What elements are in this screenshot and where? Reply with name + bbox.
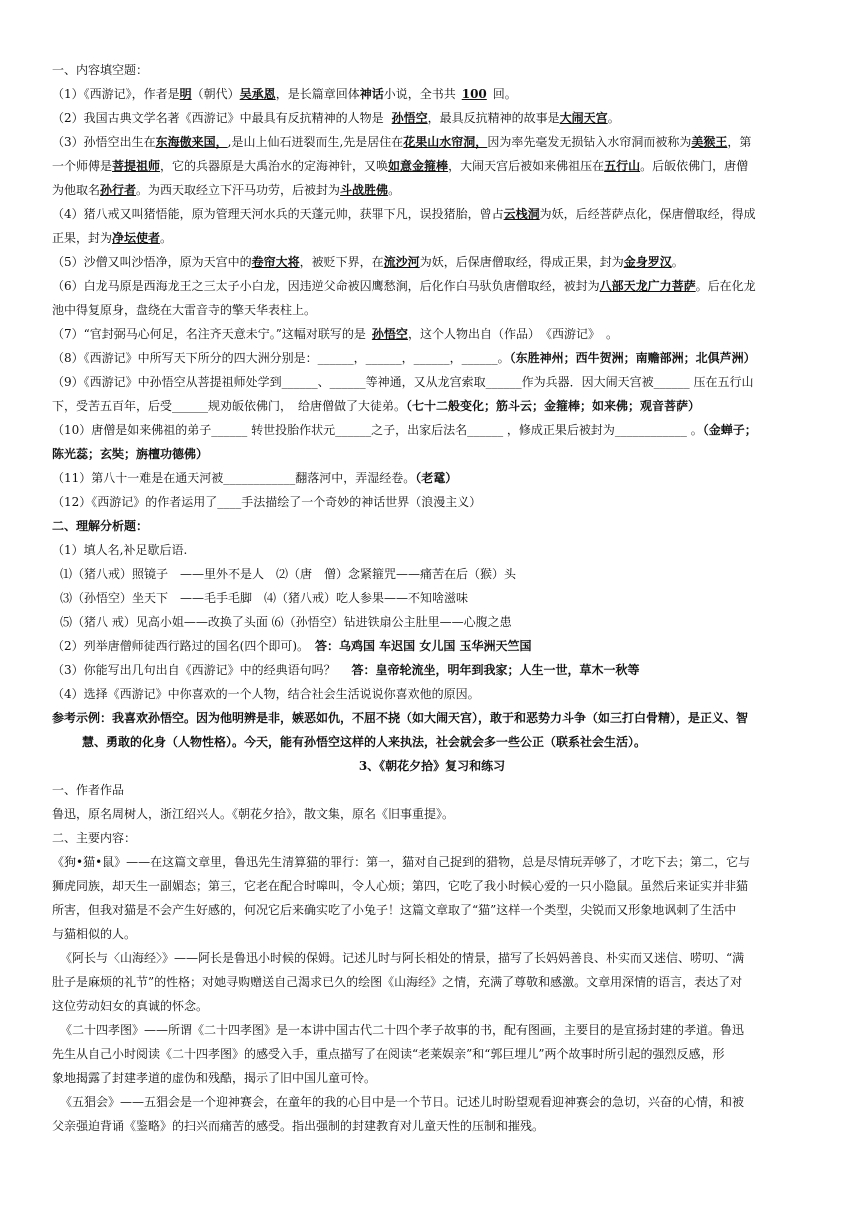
- paragraph-line: 鲁迅，原名周树人，浙江绍兴人。《朝花夕拾》，散文集，原名《旧事重提》。: [52, 807, 455, 821]
- question-line: （9）《西游记》中孙悟空从菩提祖师处学到______、______等神通，又从龙宫索取______作为兵器．因大闹天宫被______ 压在五行山: [52, 375, 754, 389]
- answer-line: 陈光蕊；玄奘；旃檀功德佛）: [52, 447, 209, 461]
- question-line: （6）白龙马原是西海龙王之三太子小白龙，因违逆父命被囚鹰愁涧，后化作白马驮负唐僧取经，被封为八部天龙广力菩萨。后在化龙: [52, 279, 756, 293]
- question-line: 池中得复原身，盘绕在大雷音寺的擎天华表柱上。: [52, 303, 317, 317]
- section-heading: 二、主要内容：: [52, 831, 137, 845]
- question-line: （10）唐僧是如来佛祖的弟子______ 转世投胎作状元______之子，出家后法名______ ，修成正果后被封为____________ 。（金蝉子；: [52, 423, 757, 437]
- question-line: （3）孙悟空出生在东海傲来国，,是山上仙石迸裂而生,先是居住在花果山水帘洞，因为率先毫发无损钻入水帘洞而被称为美猴王，第: [52, 135, 752, 149]
- section-heading: 二、理解分析题：: [52, 519, 149, 533]
- paragraph-line: 《阿长与〈山海经〉》——阿长是鲁迅小时候的保姆。记述儿时与阿长相处的情景，描写了长妈妈善良、朴实而又迷信、唠叨、“满: [60, 951, 745, 965]
- paragraph-line: 狮虎同族，却天生一副媚态；第三，它老在配合时嗥叫，令人心烦；第四，它吃了我小时候心爱的一只小隐鼠。虽然后来证实并非猫: [52, 879, 749, 893]
- question-line: （1）《西游记》，作者是明（朝代）吴承恩，是长篇章回体神话小说，全书共 100 回。: [52, 87, 517, 101]
- paragraph-line: 父亲强迫背诵《鉴略》的扫兴而痛苦的感受。指出强制的封建教育对儿童天性的压制和摧残。: [52, 1119, 545, 1133]
- idiom-line: ⑸（猪八 戒）见高小姐——改换了头面 ⑹（孙悟空）钻进铁扇公主肚里——心腹之患: [60, 615, 512, 629]
- sample-answer: 参考示例：我喜欢孙悟空。因为他明辨是非，嫉恶如仇，不屈不挠（如大闹天宫），敢于和恶势力斗争（如三打白骨精），是正义、智: [52, 711, 749, 725]
- sample-answer: 慧、勇敢的化身（人物性格）。今天，能有孙悟空这样的人来执法，社会就会多一些公正（联系社会生活）。: [82, 735, 647, 749]
- paragraph-line: 象地揭露了封建孝道的虚伪和残酷，揭示了旧中国儿童可怜。: [52, 1071, 377, 1085]
- section-heading: 一、作者作品: [52, 783, 125, 797]
- idiom-line: ⑴（猪八戒）照镜子 ——里外不是人 ⑵（唐 僧）念紧箍咒——痛苦在后（猴）头: [60, 567, 517, 581]
- question-line: （12）《西游记》的作者运用了____手法描绘了一个奇妙的神话世界（浪漫主义）: [52, 495, 482, 509]
- question-line: （5）沙僧又叫沙悟净，原为天宫中的卷帘大将，被贬下界，在流沙河为妖，后保唐僧取经，得成正果，封为金身罗汉。: [52, 255, 684, 269]
- section-heading: 一、内容填空题：: [52, 63, 149, 77]
- paragraph-line: 《二十四孝图》——所谓《二十四孝图》是一本讲中国古代二十四个孝子故事的书，配有图画，主要目的是宣扬封建的孝道。鲁迅: [60, 1023, 745, 1037]
- paragraph-line: 所害，但我对猫是不会产生好感的，何况它后来确实吃了小兔子！这篇文章取了“猫”这样一个类型，尖锐而又形象地讽刺了生活中: [52, 903, 737, 917]
- question-line: （8）《西游记》中所写天下所分的四大洲分别是：______，______，______，______。（东胜神州；西牛贺洲；南赡部洲；北俱芦洲）: [52, 351, 756, 365]
- paragraph-line: 肚子是麻烦的礼节”的性格；对她寻购赠送自己渴求已久的绘图《山海经》之情，充满了尊敬和感激。文章用深情的语言，表达了对: [52, 975, 743, 989]
- paragraph-line: 《狗•猫•鼠》——在这篇文章里，鲁迅先生清算猫的罪行：第一，猫对自己捉到的猎物，总是尽情玩弄够了，才吃下去；第二，它与: [52, 855, 751, 869]
- paragraph-line: 先生从自己小时阅读《二十四孝图》的感受入手，重点描写了在阅读“老莱娱亲”和“郭巨埋儿”两个故事时所引起的强烈反感，形: [52, 1047, 725, 1061]
- paragraph-line: 与猫相似的人。: [52, 927, 137, 941]
- question-line: （4）选择《西游记》中你喜欢的一个人物，结合社会生活说说你喜欢他的原因。: [52, 687, 480, 701]
- question-line: （3）你能写出几句出自《西游记》中的经典语句吗？ 答：皇帝轮流坐，明年到我家；人生一世，草木一秋等: [52, 663, 640, 677]
- question-line: 一个师傅是菩提祖师，它的兵器原是大禹治水的定海神针，又唤如意金箍棒，大闹天宫后被如来佛祖压在五行山。后皈依佛门，唐僧: [52, 159, 749, 173]
- section-title: 3、《朝花夕拾》复习和练习: [358, 759, 506, 773]
- idiom-line: ⑶（孙悟空）坐天下 ——毛手毛脚 ⑷（猪八戒）吃人参果——不知啥滋味: [60, 591, 469, 605]
- question-line: （11）第八十一难是在通天河被____________翻落河中，弄湿经卷。（老鼋）: [52, 471, 458, 485]
- question-line: 下，受苦五百年，后受______规劝皈依佛门， 给唐僧做了大徒弟。（七十二般变化；筋斗云；金箍棒；如来佛；观音菩萨）: [52, 399, 701, 413]
- question-line: （7）“官封弼马心何足，名注齐天意未宁。”这幅对联写的是 孙悟空，这个人物出自（作品） 《西游记》 。: [52, 327, 618, 341]
- question-line: 正果，封为净坛使者。: [52, 231, 173, 245]
- question-line: （2）我国古典文学名著《西游记》中最具有反抗精神的人物是 孙悟空，最具反抗精神的故事是大闹天宫。: [52, 111, 620, 125]
- question-line: （2）列举唐僧师徒西行路过的国名(四个即可)。 答：乌鸡国 车迟国 女儿国 玉华洲天竺国: [52, 639, 532, 653]
- paragraph-line: 《五猖会》——五猖会是一个迎神赛会，在童年的我的心目中是一个节日。记述儿时盼望观看迎神赛会的急切，兴奋的心情，和被: [60, 1095, 745, 1109]
- paragraph-line: 这位劳动妇女的真诚的怀念。: [52, 999, 209, 1013]
- question-line: （1）填人名,补足歇后语.: [52, 543, 188, 557]
- question-line: （4）猪八戒又叫猪悟能，原为管理天河水兵的天蓬元帅，获罪下凡，误投猪胎，曾占云栈洞为妖，后经菩萨点化，保唐僧取经，得成: [52, 207, 756, 221]
- question-line: 为他取名孙行者。为西天取经立下汗马功劳，后被封为斗战胜佛。: [52, 183, 401, 197]
